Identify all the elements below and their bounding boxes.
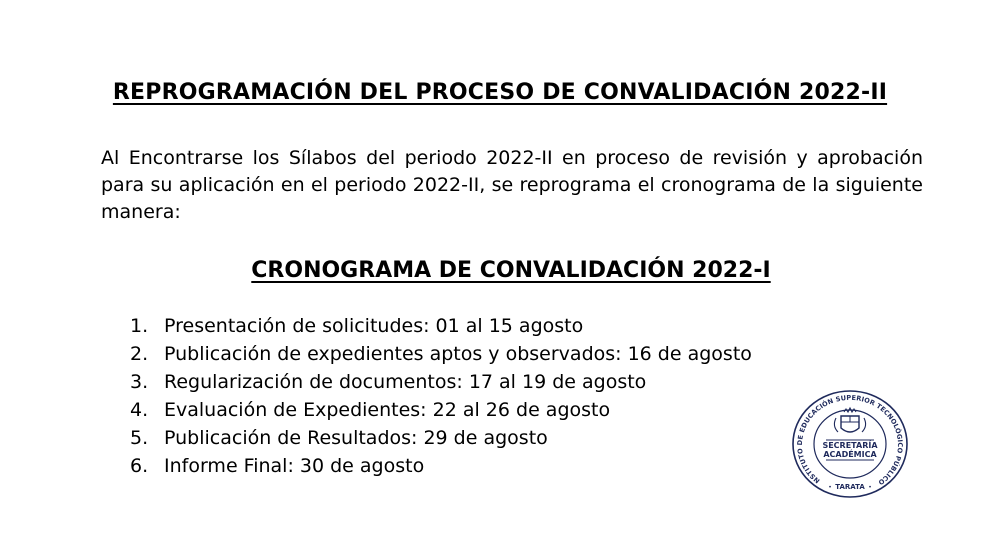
schedule-item-number: 4.: [130, 399, 149, 421]
seal-star-right: •: [868, 484, 872, 491]
schedule-item-number: 5.: [130, 427, 149, 449]
schedule-item: [130, 396, 752, 424]
schedule-item-text: Informe Final: 30 de agosto: [164, 455, 425, 477]
schedule-item-number: 3.: [130, 371, 149, 393]
schedule-item-text: Regularización de documentos: 17 al 19 de agosto: [164, 371, 647, 393]
schedule-item: [130, 424, 752, 452]
schedule-item-text: Presentación de solicitudes: 01 al 15 agosto: [164, 315, 584, 337]
schedule-item-number: 1.: [130, 315, 149, 337]
document-title: REPROGRAMACIÓN DEL PROCESO DE CONVALIDACIÓN 2022-II: [112, 80, 888, 105]
seal-center-text-1: SECRETARÍA: [822, 441, 878, 450]
schedule-title: CRONOGRAMA DE CONVALIDACIÓN 2022-I: [251, 258, 771, 283]
secretaria-academica-seal: [790, 388, 910, 500]
schedule-item-number: 6.: [130, 455, 149, 477]
schedule-item-text: Publicación de expedientes aptos y observados: 16 de agosto: [164, 343, 752, 365]
schedule-item-number: 2.: [130, 343, 149, 365]
schedule-item-text: Publicación de Resultados: 29 de agosto: [164, 427, 548, 449]
intro-paragraph: Al Encontrarse los Sílabos del periodo 2022-II en proceso de revisión y aprobación para su aplicación en el periodo 2022-II, se reprograma el cronograma de la siguiente manera:: [101, 147, 923, 223]
seal-center-text-2: ACADÉMICA: [823, 450, 877, 459]
seal-bottom-text: TARATA: [835, 483, 865, 491]
schedule-item-text: Evaluación de Expedientes: 22 al 26 de agosto: [164, 399, 611, 421]
schedule-item: [130, 452, 752, 480]
schedule-list: [130, 312, 752, 480]
seal-star-left: •: [828, 484, 832, 491]
seal-outer-text: NSTITUTO DE EDUCACIÓN SUPERIOR TECNOLÓGICO PÚBLICO: [795, 393, 905, 487]
schedule-item: [130, 340, 752, 368]
schedule-item: [130, 312, 752, 340]
schedule-item: [130, 368, 752, 396]
